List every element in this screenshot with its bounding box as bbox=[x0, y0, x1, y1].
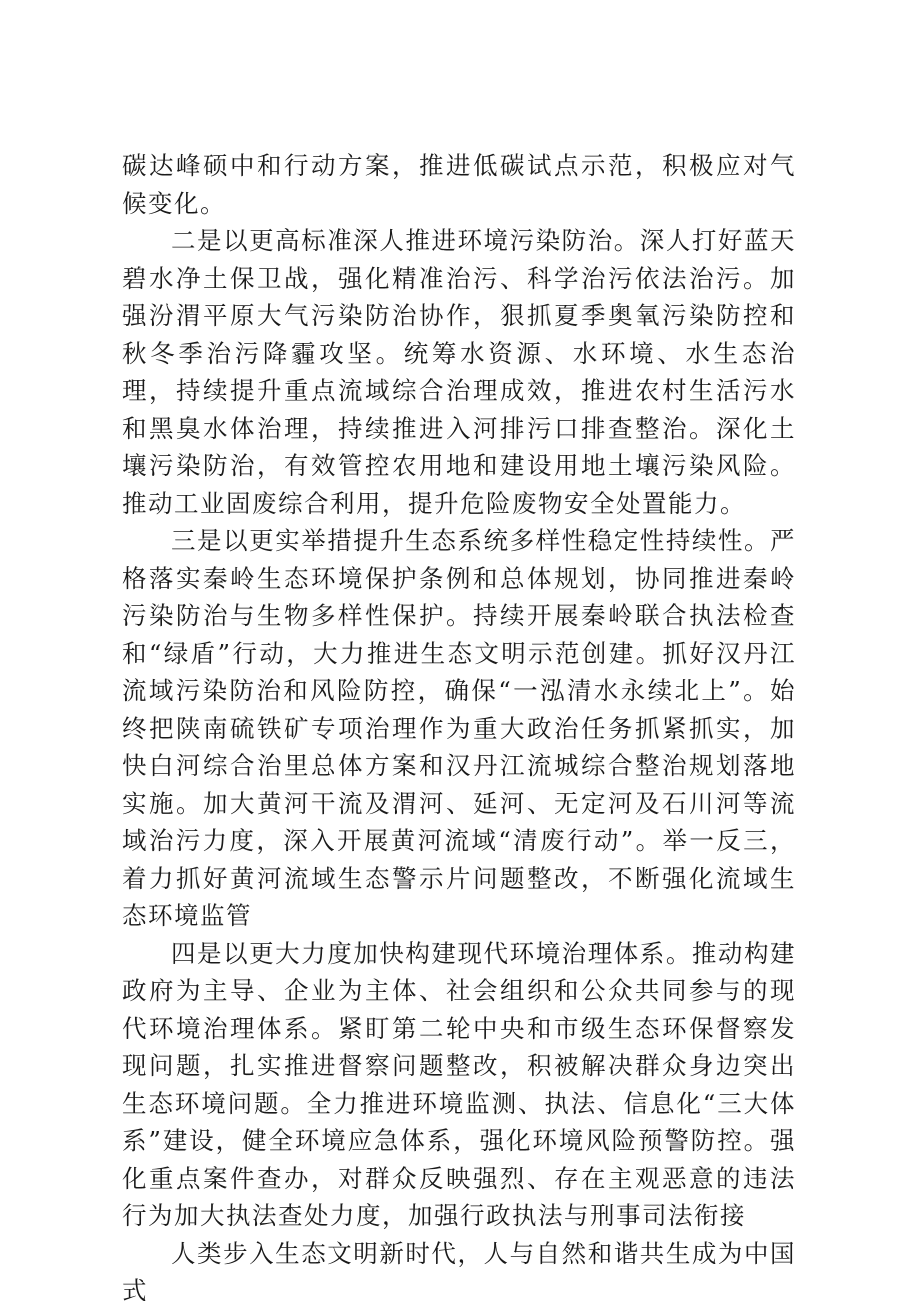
paragraph-ecological-civilization: 人类步入生态文明新时代，人与自然和谐共生成为中国式 bbox=[122, 1238, 796, 1305]
paragraph-pollution-prevention: 二是以更高标准深人推进环境污染防治。深人打好蓝天碧水净土保卫战，强化精准治污、科学治污依法治污。加强汾渭平原大气污染防治协作，狠抓夏季奥氧污染防控和秋冬季治污降霾攻坚。统筹水资源、水环境、水生态治理，持续提升重点流域综合治理成效，推进农村生活污水和黑臭水体治理，持续推进入河排污口排查整治。深化土壤污染防治，有效管控农用地和建设用地土壤污染风险。推动工业固废综合利用，提升危险废物安全处置能力。 bbox=[122, 226, 796, 518]
paragraph-carbon-neutrality-ending: 碳达峰硕中和行动方案，推进低碳试点示范，积极应对气候变化。 bbox=[122, 151, 796, 218]
paragraph-environmental-governance: 四是以更大力度加快构建现代环境治理体系。推动构建政府为主导、企业为主体、社会组织和公众共同参与的现代环境治理体系。紧盯第二轮中央和市级生态环保督察发现问题，扎实推进督察问题整改，积被解决群众身边突出生态环境问题。全力推进环境监测、执法、信息化“三大体系”建设，健全环境应急体系，强化环境风险预警防控。强化重点案件查办，对群众反映强烈、存在主观恶意的违法行为加大执法查处力度，加强行政执法与刑事司法衔接 bbox=[122, 938, 796, 1230]
paragraph-ecosystem-diversity: 三是以更实举措提升生态系统多样性稳定性持续性。严格落实秦岭生态环境保护条例和总体规划，协同推进秦岭污染防治与生物多样性保护。持续开展秦岭联合执法检查和“绿盾”行动，大力推进生态文明示范创建。抓好汉丹江流域污染防治和风险防控，确保“一泓清水永续北上”。始终把陕南硫铁矿专项治理作为重大政治任务抓紧抓实，加快白河综合治里总体方案和汉丹江流城综合整治规划落地实施。加大黄河干流及渭河、延河、无定河及石川河等流域治污力度，深入开展黄河流域“清废行动”。举一反三，着力抓好黄河流域生态警示片问题整改，不断强化流域生态环境监管 bbox=[122, 526, 796, 930]
document-body bbox=[122, 147, 796, 1310]
